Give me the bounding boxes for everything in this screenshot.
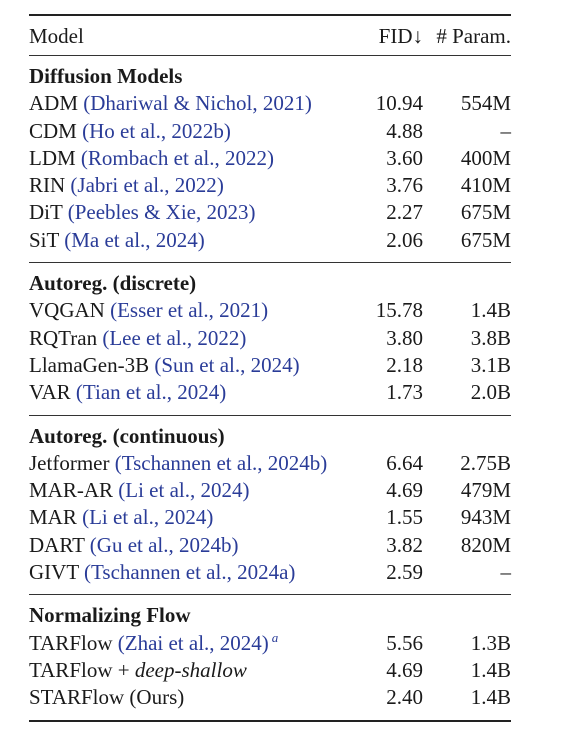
model-name: DiT	[29, 200, 63, 225]
param-value: –	[500, 118, 511, 143]
citation-link[interactable]: (Tschannen et al., 2024b)	[114, 450, 328, 475]
model-name: VAR	[29, 380, 71, 405]
model-cell	[29, 379, 226, 406]
model-cell	[29, 450, 327, 477]
param-value: 675M	[460, 200, 511, 225]
citation-text: Tschannen et al., 2024a	[91, 560, 289, 585]
fid-value: 2.06	[386, 227, 423, 252]
model-name: GIVT	[29, 560, 79, 585]
param-value: 1.4B	[470, 685, 511, 710]
model-name: MAR	[29, 505, 77, 530]
model-cell	[29, 657, 247, 684]
group-title-row	[29, 602, 511, 629]
fid-value: 1.73	[386, 380, 423, 405]
citation-text: Dhariwal & Nichol, 2021	[90, 91, 305, 116]
model-cell	[29, 532, 239, 559]
fid-value: 2.59	[386, 560, 423, 585]
fid-value: 10.94	[375, 91, 423, 116]
model-name: RIN	[29, 173, 66, 198]
citation-link[interactable]: (Lee et al., 2022)	[102, 325, 247, 350]
citation-text: Lee et al., 2022	[109, 325, 240, 350]
model-cell	[29, 477, 250, 504]
table-row	[29, 532, 511, 559]
citation-link[interactable]: (Gu et al., 2024b)	[89, 532, 239, 557]
fid-value: 1.55	[386, 505, 423, 530]
table-row	[29, 145, 511, 172]
param-value: 1.3B	[470, 630, 511, 655]
model-name: SiT	[29, 227, 59, 252]
table-row	[29, 450, 511, 477]
results-table	[29, 14, 511, 722]
param-value: 3.1B	[470, 352, 511, 377]
citation-text: Peebles & Xie, 2023	[74, 200, 249, 225]
fid-value: 2.40	[386, 685, 423, 710]
model-name: ADM	[29, 91, 79, 116]
fid-value: 4.88	[386, 118, 423, 143]
model-name: CDM	[29, 118, 77, 143]
fid-value: 2.27	[386, 200, 423, 225]
model-name: DART	[29, 532, 85, 557]
citation-text: Tschannen et al., 2024b	[121, 450, 321, 475]
param-value: 943M	[460, 505, 511, 530]
citation-link[interactable]: (Jabri et al., 2022)	[70, 173, 224, 198]
param-value: –	[500, 560, 511, 585]
citation-text: Gu et al., 2024b	[96, 532, 232, 557]
citation-link[interactable]: (Ho et al., 2022b)	[82, 118, 231, 143]
model-cell	[29, 90, 312, 117]
model-cell	[29, 325, 246, 352]
citation-link[interactable]: (Dhariwal & Nichol, 2021)	[83, 91, 312, 116]
model-cell	[29, 199, 256, 226]
model-cell	[29, 504, 213, 531]
header-row	[29, 16, 511, 55]
citation-text: Rombach et al., 2022	[87, 145, 267, 170]
fid-value: 3.76	[386, 173, 423, 198]
table-row	[29, 559, 511, 586]
model-name: STARFlow (Ours)	[29, 685, 185, 710]
footnote-marker[interactable]: a	[271, 629, 279, 645]
citation-link[interactable]: (Sun et al., 2024)	[154, 352, 300, 377]
table-row	[29, 630, 511, 657]
fid-value: 3.80	[386, 325, 423, 350]
group-title-row	[29, 423, 511, 450]
param-value: 2.0B	[470, 380, 511, 405]
table-row	[29, 504, 511, 531]
group-title: Normalizing Flow	[29, 603, 191, 628]
model-cell	[29, 630, 278, 659]
model-cell	[29, 145, 274, 172]
param-value: 1.4B	[470, 298, 511, 323]
table-row	[29, 227, 511, 254]
table-row	[29, 352, 511, 379]
model-name-italic: deep-shallow	[134, 657, 247, 682]
model-name: TARFlow	[29, 630, 113, 655]
model-name: LDM	[29, 145, 76, 170]
model-name: VQGAN	[29, 298, 105, 323]
model-name: RQTran	[29, 325, 98, 350]
citation-link[interactable]: (Li et al., 2024)	[118, 478, 250, 503]
citation-text: Tian et al., 2024	[82, 380, 220, 405]
param-value: 410M	[460, 173, 511, 198]
fid-value: 4.69	[386, 657, 423, 682]
table-row	[29, 684, 511, 711]
citation-link[interactable]: (Li et al., 2024)	[82, 505, 214, 530]
param-value: 3.8B	[470, 325, 511, 350]
group-title: Autoreg. (discrete)	[29, 271, 197, 296]
table-body	[29, 55, 511, 722]
param-value: 479M	[460, 478, 511, 503]
fid-value: 3.82	[386, 532, 423, 557]
header-params: # Param.	[436, 24, 511, 48]
citation-text: Ho et al., 2022b	[89, 118, 224, 143]
fid-value: 3.60	[386, 145, 423, 170]
citation-text: Jabri et al., 2022	[77, 173, 217, 198]
model-cell	[29, 684, 184, 711]
table-row	[29, 199, 511, 226]
citation-text: Li et al., 2024	[125, 478, 243, 503]
header-fid: FID↓	[378, 24, 423, 48]
group-title: Diffusion Models	[29, 64, 183, 88]
param-value: 554M	[460, 91, 511, 116]
model-name: LlamaGen-3B	[29, 352, 150, 377]
param-value: 820M	[460, 532, 511, 557]
fid-value: 4.69	[386, 478, 423, 503]
table-row	[29, 90, 511, 117]
param-value: 675M	[460, 227, 511, 252]
model-name: TARFlow +	[29, 657, 135, 682]
model-name: Jetformer	[29, 450, 110, 475]
table-row	[29, 325, 511, 352]
model-cell	[29, 172, 224, 199]
table-row	[29, 297, 511, 324]
param-value: 400M	[460, 145, 511, 170]
citation-text: Ma et al., 2024	[71, 227, 198, 252]
table-row	[29, 477, 511, 504]
param-value: 2.75B	[460, 450, 511, 475]
citation-link[interactable]: (Ma et al., 2024)	[64, 227, 205, 252]
group-title-row	[29, 63, 511, 90]
fid-value: 5.56	[386, 630, 423, 655]
model-cell	[29, 227, 205, 254]
model-cell	[29, 352, 300, 379]
citation-link[interactable]: (Rombach et al., 2022)	[80, 145, 274, 170]
citation-link[interactable]: (Peebles & Xie, 2023)	[67, 200, 256, 225]
citation-link[interactable]: (Esser et al., 2021)	[110, 298, 269, 323]
citation-text: Esser et al., 2021	[117, 298, 262, 323]
group-title: Autoreg. (continuous)	[29, 423, 225, 448]
citation-link[interactable]: (Tschannen et al., 2024a)	[84, 560, 296, 585]
header-model: Model	[29, 24, 84, 48]
model-cell	[29, 118, 231, 145]
fid-value: 6.64	[386, 450, 423, 475]
fid-value: 2.18	[386, 352, 423, 377]
model-cell	[29, 559, 295, 586]
table-row	[29, 118, 511, 145]
model-name: MAR-AR	[29, 478, 114, 503]
param-value: 1.4B	[470, 657, 511, 682]
fid-value: 15.78	[375, 298, 423, 323]
model-cell	[29, 297, 268, 324]
citation-link[interactable]: (Zhai et al., 2024)	[117, 630, 269, 655]
citation-text: Zhai et al., 2024	[124, 630, 262, 655]
table-row	[29, 172, 511, 199]
table-row	[29, 657, 511, 684]
citation-link[interactable]: (Tian et al., 2024)	[75, 380, 227, 405]
table-row	[29, 379, 511, 406]
bottom-rule	[29, 720, 511, 722]
citation-text: Sun et al., 2024	[161, 352, 293, 377]
citation-text: Li et al., 2024	[89, 505, 207, 530]
group-title-row	[29, 270, 511, 297]
